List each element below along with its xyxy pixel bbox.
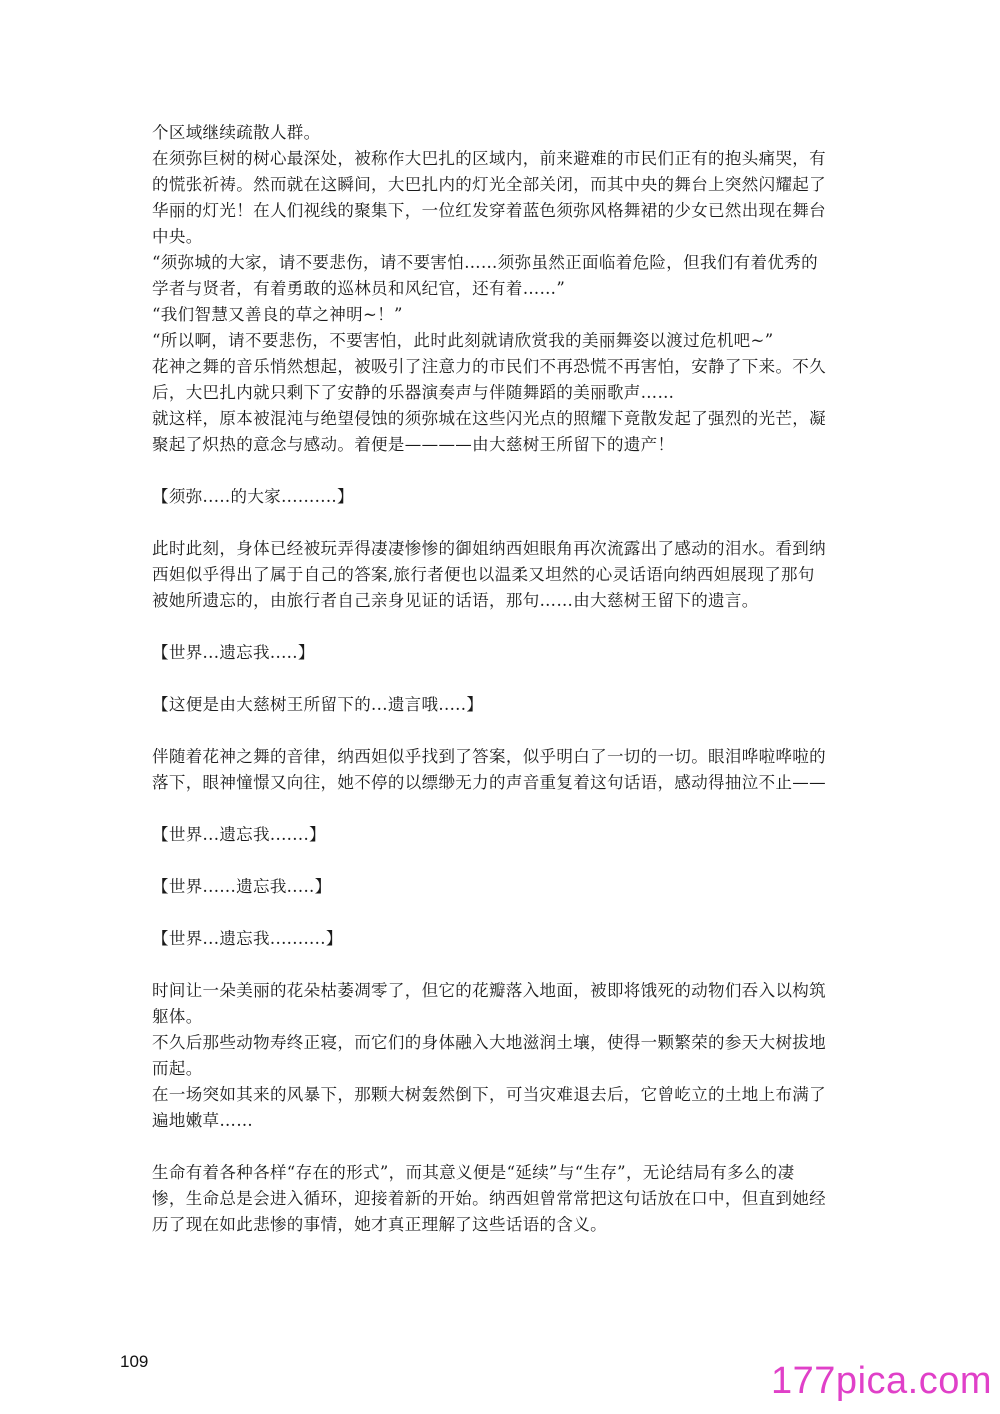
text-line: 躯体。 <box>152 1007 203 1026</box>
text-line: 而起。 <box>152 1059 203 1078</box>
body-text <box>152 120 857 1238</box>
text-line: 此时此刻，身体已经被玩弄得凄凄惨惨的御姐纳西妲眼角再次流露出了感动的泪水。看到纳 <box>152 539 826 558</box>
text-line: 不久后那些动物寿终正寝，而它们的身体融入大地滋润土壤，使得一颗繁荣的参天大树拔地 <box>152 1033 826 1052</box>
text-line: 的慌张祈祷。然而就在这瞬间，大巴扎内的灯光全部关闭，而其中央的舞台上突然闪耀起了 <box>152 175 826 194</box>
paragraph-gap <box>152 952 857 978</box>
dialogue-line: 【这便是由大慈树王所留下的...遗言哦.....】 <box>152 695 484 714</box>
dialogue-line: 【须弥.....的大家..........】 <box>152 487 354 506</box>
dialogue-line: 【世界...遗忘我.......】 <box>152 825 326 844</box>
paragraph-gap <box>152 848 857 874</box>
paragraph-gap <box>152 718 857 744</box>
text-line: 聚起了炽热的意念与感动。着便是————由大慈树王所留下的遗产！ <box>152 435 675 454</box>
text-line: 时间让一朵美丽的花朵枯萎凋零了，但它的花瓣落入地面，被即将饿死的动物们吞入以构筑 <box>152 981 826 1000</box>
text-line: 在一场突如其来的风暴下，那颗大树轰然倒下，可当灾难退去后，它曾屹立的土地上布满了 <box>152 1085 826 1104</box>
text-line: 学者与贤者，有着勇敢的巡林员和风纪官，还有着……” <box>152 279 566 298</box>
paragraph-gap <box>152 666 857 692</box>
text-line: 伴随着花神之舞的音律，纳西妲似乎找到了答案，似乎明白了一切的一切。眼泪哗啦哗啦的 <box>152 747 826 766</box>
page-number: 109 <box>120 1352 149 1371</box>
text-line: 西妲似乎得出了属于自己的答案,旅行者便也以温柔又坦然的心灵话语向纳西妲展现了那句 <box>152 565 815 584</box>
text-line: 在须弥巨树的树心最深处，被称作大巴扎的区域内，前来避难的市民们正有的抱头痛哭，有 <box>152 149 826 168</box>
paragraph-gap <box>152 1134 857 1160</box>
dialogue-line: 【世界......遗忘我.....】 <box>152 877 332 896</box>
text-line: “我们智慧又善良的草之神明~！” <box>152 305 403 324</box>
text-line: 华丽的灯光！在人们视线的聚集下，一位红发穿着蓝色须弥风格舞裙的少女已然出现在舞台 <box>152 201 826 220</box>
text-line: 落下，眼神憧憬又向往，她不停的以缥缈无力的声音重复着这句话语，感动得抽泣不止—— <box>152 773 826 792</box>
paragraph-gap <box>152 614 857 640</box>
paragraph-gap <box>152 796 857 822</box>
watermark: 177pica.com <box>771 1360 992 1402</box>
dialogue-line: 【世界...遗忘我.....】 <box>152 643 315 662</box>
text-line: 生命有着各种各样“存在的形式”，而其意义便是“延续”与“生存”，无论结局有多么的凄 <box>152 1163 795 1182</box>
text-line: 后，大巴扎内就只剩下了安静的乐器演奏声与伴随舞蹈的美丽歌声…… <box>152 383 675 402</box>
text-line: 个区域继续疏散人群。 <box>152 123 321 142</box>
text-line: 遍地嫩草…… <box>152 1111 254 1130</box>
paragraph-gap <box>152 510 857 536</box>
paragraph-gap <box>152 458 857 484</box>
text-line: 被她所遗忘的，由旅行者自己亲身见证的话语，那句……由大慈树王留下的遗言。 <box>152 591 759 610</box>
text-line: 花神之舞的音乐悄然想起，被吸引了注意力的市民们不再恐慌不再害怕，安静了下来。不久 <box>152 357 826 376</box>
text-line: 中央。 <box>152 227 203 246</box>
text-line: “须弥城的大家，请不要悲伤，请不要害怕……须弥虽然正面临着危险，但我们有着优秀的 <box>152 253 818 272</box>
text-line: “所以啊，请不要悲伤，不要害怕，此时此刻就请欣赏我的美丽舞姿以渡过危机吧~” <box>152 331 774 350</box>
paragraph-gap <box>152 900 857 926</box>
text-line: 历了现在如此悲惨的事情，她才真正理解了这些话语的含义。 <box>152 1215 607 1234</box>
dialogue-line: 【世界...遗忘我..........】 <box>152 929 343 948</box>
text-line: 就这样，原本被混沌与绝望侵蚀的须弥城在这些闪光点的照耀下竟散发起了强烈的光芒，凝 <box>152 409 826 428</box>
text-line: 惨，生命总是会进入循环，迎接着新的开始。纳西妲曾常常把这句话放在口中，但直到她经 <box>152 1189 826 1208</box>
